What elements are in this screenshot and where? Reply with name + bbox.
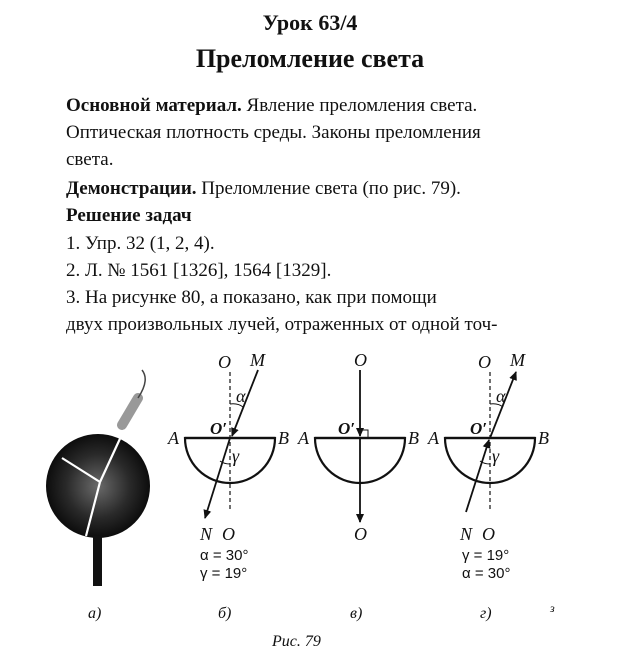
incident-ray-in-glass [466, 440, 489, 512]
label-b: B [538, 428, 549, 448]
demo-label: Демонстрации. [66, 178, 197, 199]
b-gamma-value: γ = 19° [200, 565, 248, 582]
panel-v-diagram [297, 350, 419, 544]
panel-b-caption: б) [218, 605, 232, 622]
label-n: N [200, 524, 213, 544]
stray-mark: з [550, 601, 555, 615]
panel-a-caption: а) [88, 605, 102, 622]
demo-text: Преломление света (по рис. 79). [196, 178, 461, 199]
task-3-line-2: двух произвольных лучей, отраженных от одной точ- [66, 314, 498, 335]
label-gamma: γ [232, 446, 240, 466]
label-alpha: α [236, 386, 246, 406]
b-alpha-value: α = 30° [200, 547, 249, 564]
main-material-label: Основной материал. [66, 95, 242, 116]
demo-paragraph [66, 175, 566, 202]
panel-g-diagram [427, 350, 549, 582]
label-gamma: γ [492, 446, 500, 466]
page-title: Преломление света [195, 44, 425, 73]
label-n: N [460, 524, 473, 544]
label-o-top: O [354, 350, 367, 370]
main-material-text-2: Оптическая плотность среды. Законы преломления [66, 122, 481, 143]
g-alpha-value: α = 30° [462, 565, 511, 582]
disc-stand [93, 536, 102, 586]
light-source [122, 398, 138, 425]
task-3-line-1: 3. На рисунке 80, а показано, как при помощи [66, 287, 437, 308]
right-angle-mark [360, 430, 368, 438]
panel-v-caption: в) [350, 605, 363, 622]
label-o-bottom: O [222, 524, 235, 544]
lesson-number: Урок 63/4 [262, 10, 358, 35]
label-o-prime: O′ [470, 419, 488, 438]
label-m: M [250, 350, 265, 370]
task-2: 2. Л. № 1561 [1326], 1564 [1329]. [66, 260, 332, 281]
label-o-top: O [218, 352, 231, 372]
panel-b-diagram [167, 350, 289, 582]
label-alpha: α [496, 386, 506, 406]
task-1: 1. Упр. 32 (1, 2, 4). [66, 233, 215, 254]
label-a: A [298, 428, 309, 448]
label-o-top: O [478, 352, 491, 372]
label-b: B [278, 428, 289, 448]
label-a: A [168, 428, 179, 448]
label-o-prime: O′ [338, 419, 356, 438]
main-material-text-1: Явление преломления света. [241, 95, 478, 116]
figure-caption: Рис. 79 [272, 633, 321, 650]
panel-a-photo [46, 370, 150, 586]
label-o-prime: O′ [210, 419, 228, 438]
label-o-bottom: O [482, 524, 495, 544]
label-b: B [408, 428, 419, 448]
main-material-paragraph [66, 92, 566, 173]
refraction-figure [0, 340, 620, 657]
label-a: A [428, 428, 439, 448]
label-o-bottom: O [354, 524, 367, 544]
g-gamma-value: γ = 19° [462, 547, 510, 564]
label-m: M [510, 350, 525, 370]
tasks-heading: Решение задач [66, 205, 192, 226]
panel-g-caption: г) [480, 605, 492, 622]
main-material-text-3: света. [66, 149, 114, 170]
